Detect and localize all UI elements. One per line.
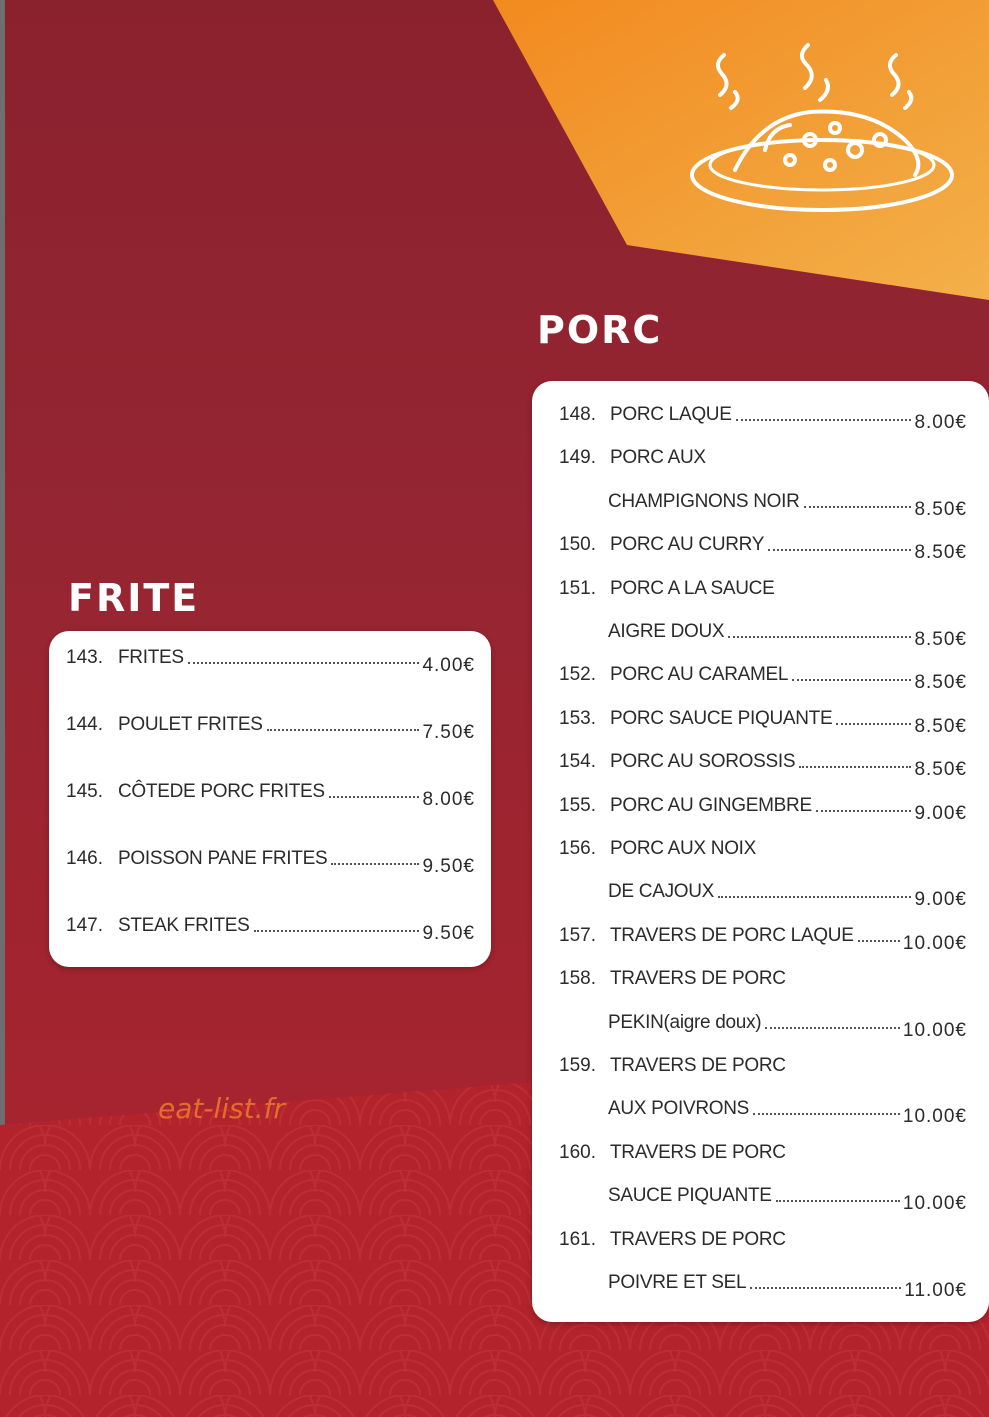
dot-leader	[776, 1198, 900, 1202]
item-name: AIGRE DOUX	[608, 621, 725, 642]
item-price: 10.00€	[902, 1019, 967, 1041]
item-number: 160.	[559, 1141, 596, 1163]
item-price: 8.50€	[914, 498, 967, 520]
item-name: PORC AUX	[610, 447, 706, 469]
item-number: 158.	[559, 968, 596, 990]
item-name: TRAVERS DE PORC LAQUE	[610, 924, 854, 946]
menu-item-row	[559, 664, 967, 694]
item-number: 152.	[559, 664, 596, 686]
item-number: 148.	[559, 404, 596, 425]
item-number: 149.	[559, 447, 596, 469]
porc-section-title: PORC	[537, 308, 663, 352]
dot-leader	[750, 1285, 901, 1289]
item-name: TRAVERS DE PORC	[610, 1141, 786, 1163]
menu-item-row	[559, 794, 967, 824]
dot-leader	[804, 504, 912, 508]
menu-item-row	[559, 707, 967, 737]
menu-item-row	[559, 404, 967, 433]
menu-item-row	[66, 647, 475, 676]
item-number: 157.	[559, 924, 596, 946]
item-price: 8.50€	[914, 542, 967, 564]
item-name: POULET FRITES	[118, 714, 263, 735]
menu-item-row	[559, 838, 967, 860]
menu-item-row	[66, 915, 475, 944]
menu-item-row	[559, 751, 967, 781]
item-name: PORC A LA SAUCE	[610, 577, 775, 599]
item-price: 9.00€	[914, 889, 967, 911]
menu-item-row	[559, 1098, 967, 1128]
item-number: 159.	[559, 1055, 596, 1076]
menu-item-row	[559, 968, 967, 990]
item-name: POISSON PANE FRITES	[118, 848, 328, 869]
item-price: 8.50€	[914, 629, 967, 650]
item-price: 10.00€	[902, 932, 967, 954]
item-name: PORC LAQUE	[610, 404, 732, 425]
item-price: 9.50€	[422, 923, 475, 944]
item-name: CHAMPIGNONS NOIR	[608, 490, 800, 512]
menu-item-row	[559, 1055, 967, 1077]
item-name: FRITES	[118, 647, 184, 668]
watermark: eat-list.fr	[158, 1092, 285, 1125]
menu-item-row	[66, 714, 475, 743]
item-name: CÔTEDE PORC FRITES	[118, 781, 325, 802]
item-number: 156.	[559, 838, 596, 859]
item-price: 8.50€	[914, 759, 967, 781]
menu-item-row	[559, 1229, 967, 1251]
menu-item-row	[559, 534, 967, 564]
item-price: 9.50€	[422, 856, 475, 877]
item-number: 154.	[559, 751, 596, 773]
item-number: 144.	[66, 714, 103, 735]
dot-leader	[728, 634, 911, 638]
item-number: 151.	[559, 577, 596, 599]
item-number: 143.	[66, 647, 103, 668]
dot-leader	[331, 861, 419, 865]
dot-leader	[188, 660, 420, 664]
item-number: 147.	[66, 915, 103, 936]
dot-leader	[768, 547, 911, 551]
item-name: PORC AU CURRY	[610, 534, 765, 556]
dot-leader	[765, 1025, 900, 1029]
menu-item-row	[66, 781, 475, 810]
dot-leader	[858, 938, 900, 942]
dot-leader	[329, 794, 420, 798]
frite-section-title: FRITE	[68, 576, 200, 620]
item-price: 4.00€	[422, 655, 475, 676]
item-name: POIVRE ET SEL	[608, 1272, 747, 1293]
dot-leader	[718, 894, 911, 898]
item-price: 10.00€	[902, 1106, 967, 1128]
dot-leader	[267, 727, 420, 731]
menu-item-row	[559, 621, 967, 650]
menu-item-row	[559, 881, 967, 911]
dot-leader	[799, 764, 911, 768]
item-number: 146.	[66, 848, 103, 869]
menu-item-row	[66, 848, 475, 877]
item-price: 8.50€	[914, 672, 967, 694]
item-number: 145.	[66, 781, 103, 802]
item-name: TRAVERS DE PORC	[610, 1228, 786, 1250]
item-price: 8.50€	[914, 715, 967, 737]
item-name: TRAVERS DE PORC	[610, 1055, 786, 1076]
item-price: 8.00€	[914, 412, 967, 433]
item-price: 10.00€	[902, 1193, 967, 1215]
item-name: PORC AU GINGEMBRE	[610, 794, 812, 816]
item-name: TRAVERS DE PORC	[610, 968, 786, 990]
item-name: PORC AUX NOIX	[610, 838, 757, 859]
item-name: PORC SAUCE PIQUANTE	[610, 707, 833, 729]
dot-leader	[736, 417, 912, 421]
item-price: 9.00€	[914, 802, 967, 824]
menu-item-row	[559, 447, 967, 469]
item-name: PEKIN(aigre doux)	[608, 1011, 762, 1033]
item-number: 150.	[559, 534, 596, 556]
dot-leader	[792, 677, 911, 681]
item-name: AUX POIVRONS	[608, 1098, 750, 1120]
dot-leader	[254, 928, 420, 932]
item-name: STEAK FRITES	[118, 915, 250, 936]
item-name: PORC AU CARAMEL	[610, 664, 789, 686]
menu-item-row	[559, 578, 967, 600]
item-number: 155.	[559, 794, 596, 816]
menu-item-row	[559, 490, 967, 520]
menu-item-row	[559, 1011, 967, 1041]
menu-item-row	[559, 1272, 967, 1301]
item-name: SAUCE PIQUANTE	[608, 1185, 772, 1207]
item-number: 153.	[559, 707, 596, 729]
item-number: 161.	[559, 1228, 596, 1250]
menu-item-row	[559, 924, 967, 954]
dot-leader	[753, 1111, 900, 1115]
dot-leader	[816, 808, 912, 812]
item-price: 8.00€	[422, 789, 475, 810]
item-price: 7.50€	[422, 722, 475, 743]
menu-item-row	[559, 1142, 967, 1164]
item-name: DE CAJOUX	[608, 881, 715, 903]
item-name: PORC AU SOROSSIS	[610, 751, 796, 773]
dot-leader	[836, 721, 911, 725]
menu-item-row	[559, 1185, 967, 1215]
item-price: 11.00€	[904, 1280, 967, 1301]
